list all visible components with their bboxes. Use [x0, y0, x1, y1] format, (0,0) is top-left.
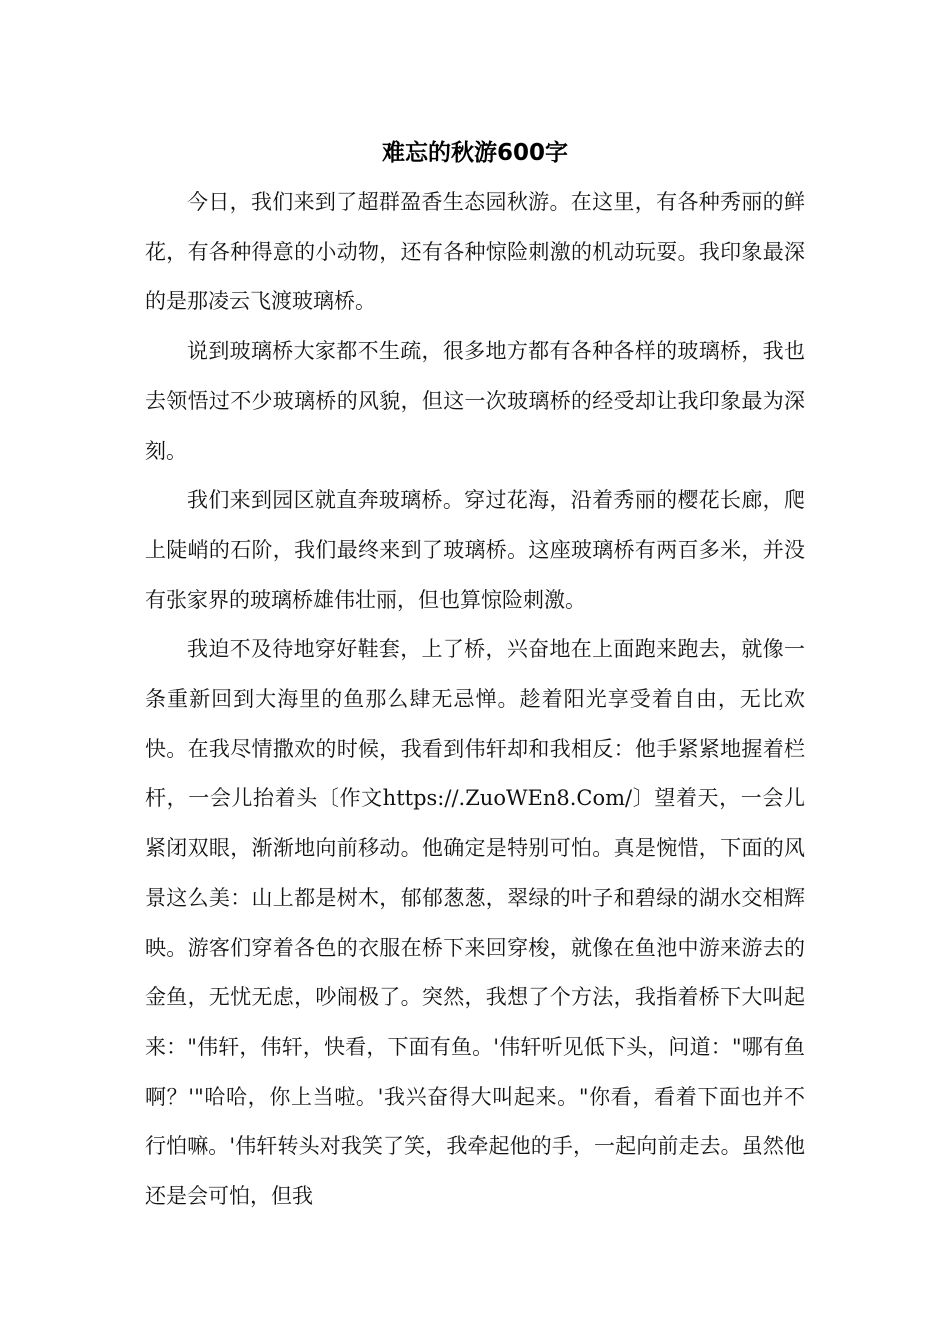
document-title: 难忘的秋游600字: [381, 140, 568, 166]
paragraph-1: 今日，我们来到了超群盈香生态园秋游。在这里，有各种秀丽的鲜花，有各种得意的小动物，还有各种惊险刺激的机动玩耍。我印象最深的是那凌云飞渡玻璃桥。: [145, 190, 805, 314]
document-body: [145, 178, 805, 1222]
paragraph-4: 我迫不及待地穿好鞋套，上了桥，兴奋地在上面跑来跑去，就像一条重新回到大海里的鱼那么肆无忌惮。趁着阳光享受着自由，无比欢快。在我尽情撒欢的时候，我看到伟轩却和我相反：他手紧紧地握着栏杆，一会儿抬着头〔作文https://.ZuoWEn8.Com/〕望着天，一会儿紧闭双眼，渐渐地向前移动。他确定是特别可怕。真是惋惜，下面的风景这么美：山上都是树木，郁郁葱葱，翠绿的叶子和碧绿的湖水交相辉映。游客们穿着各色的衣服在桥下来回穿梭，就像在鱼池中游来游去的金鱼，无忧无虑，吵闹极了。突然，我想了个方法，我指着桥下大叫起来："伟轩，伟轩，快看，下面有鱼。'伟轩听见低下头，问道："哪有鱼啊？'"哈哈，你上当啦。'我兴奋得大叫起来。"你看，看着下面也并不行怕嘛。'伟轩转头对我笑了笑，我牵起他的手，一起向前走去。虽然他还是会可怕，但我: [145, 637, 805, 1209]
paragraph-3: 我们来到园区就直奔玻璃桥。穿过花海，沿着秀丽的樱花长廊，爬上陡峭的石阶，我们最终来到了玻璃桥。这座玻璃桥有两百多米，并没有张家界的玻璃桥雄伟壮丽，但也算惊险刺激。: [145, 488, 805, 612]
paragraph-2: 说到玻璃桥大家都不生疏，很多地方都有各种各样的玻璃桥，我也去领悟过不少玻璃桥的风貌，但这一次玻璃桥的经受却让我印象最为深刻。: [145, 339, 805, 463]
